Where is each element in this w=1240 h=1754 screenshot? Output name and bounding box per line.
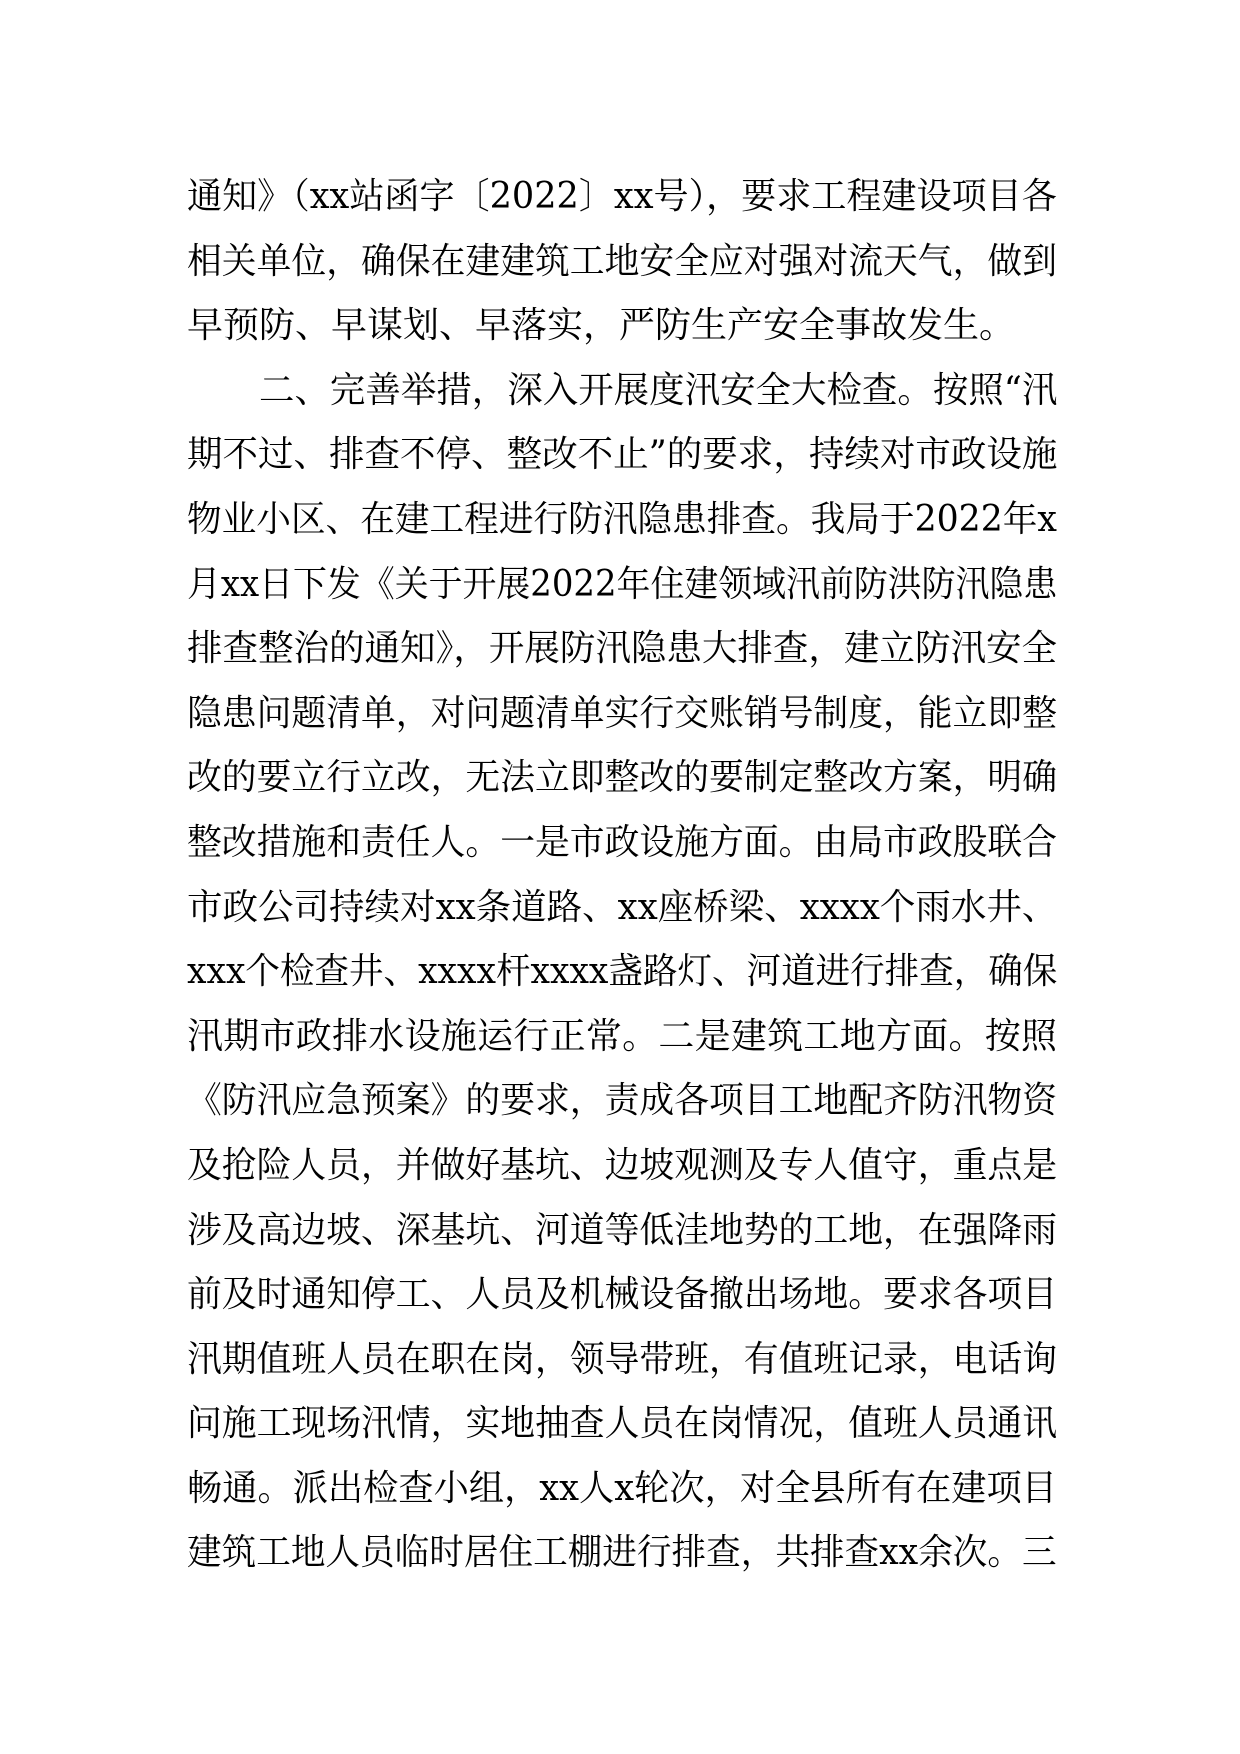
body-text [187, 165, 1057, 1586]
text-line-content: 改的要立行立改，无法立即整改的要制定整改方案，明确 [187, 757, 1058, 799]
text-line [187, 811, 1057, 876]
text-line-content: 市政公司持续对xx条道路、xx座桥梁、xxxx个雨水井、 [187, 886, 1058, 928]
text-line [187, 165, 1057, 230]
text-line [187, 617, 1057, 682]
text-line-content: 汛期市政排水设施运行正常。二是建筑工地方面。按照 [187, 1015, 1058, 1057]
text-line [187, 1263, 1057, 1328]
text-line-content: 畅通。派出检查小组，xx人x轮次，对全县所有在建项目 [187, 1467, 1057, 1509]
text-line-content: 涉及高边坡、深基坑、河道等低洼地势的工地，在强降雨 [187, 1209, 1058, 1251]
text-line-content: 《防汛应急预案》的要求，责成各项目工地配齐防汛物资 [187, 1080, 1058, 1122]
text-line-content: 物业小区、在建工程进行防汛隐患排查。我局于2022年x [187, 498, 1057, 540]
text-line-content: 汛期值班人员在职在岗，领导带班，有值班记录，电话询 [187, 1338, 1058, 1380]
text-line-content: 期不过、排查不停、整改不止”的要求，持续对市政设施 [187, 434, 1058, 476]
text-line-content: 排查整治的通知》，开展防汛隐患大排查，建立防汛安全 [187, 628, 1058, 670]
text-line [187, 1328, 1057, 1393]
text-line [187, 423, 1057, 488]
text-line [187, 553, 1057, 618]
text-line [187, 488, 1057, 553]
text-line [187, 1005, 1057, 1070]
text-line-content: xxx个检查井、xxxx杆xxxx盏路灯、河道进行排查，确保 [187, 951, 1058, 993]
text-line [187, 876, 1057, 941]
text-line [187, 230, 1057, 295]
text-line [187, 1457, 1057, 1522]
text-line [187, 746, 1057, 811]
text-line-content: 前及时通知停工、人员及机械设备撤出场地。要求各项目 [187, 1274, 1058, 1316]
text-line [187, 1392, 1057, 1457]
text-line-content: 月xx日下发《关于开展2022年住建领域汛前防洪防汛隐患 [187, 563, 1058, 605]
text-line-content: 及抢险人员，并做好基坑、边坡观测及专人值守，重点是 [187, 1144, 1058, 1186]
text-line [187, 682, 1057, 747]
text-line-content: 建筑工地人员临时居住工棚进行排查，共排查xx余次。三 [187, 1532, 1057, 1574]
text-line [187, 1134, 1057, 1199]
text-line [187, 1069, 1057, 1134]
text-line [187, 1521, 1057, 1586]
text-line-content: 相关单位，确保在建建筑工地安全应对强对流天气，做到 [187, 240, 1058, 282]
text-line-content: 问施工现场汛情，实地抽查人员在岗情况，值班人员通讯 [187, 1403, 1058, 1445]
text-line-content: 隐患问题清单，对问题清单实行交账销号制度，能立即整 [187, 692, 1058, 734]
text-line-content: 整改措施和责任人。一是市政设施方面。由局市政股联合 [187, 821, 1058, 863]
text-line-content: 通知》（xx站函字〔2022〕xx号），要求工程建设项目各 [187, 176, 1057, 217]
text-line-content: 二、完善举措，深入开展度汛安全大检查。按照“汛 [259, 369, 1058, 411]
text-line [187, 1199, 1057, 1264]
text-line [187, 294, 1057, 359]
paragraph-first-line [187, 359, 1057, 424]
text-line-content: 早预防、早谋划、早落实，严防生产安全事故发生。 [187, 305, 1016, 347]
text-line [187, 940, 1057, 1005]
